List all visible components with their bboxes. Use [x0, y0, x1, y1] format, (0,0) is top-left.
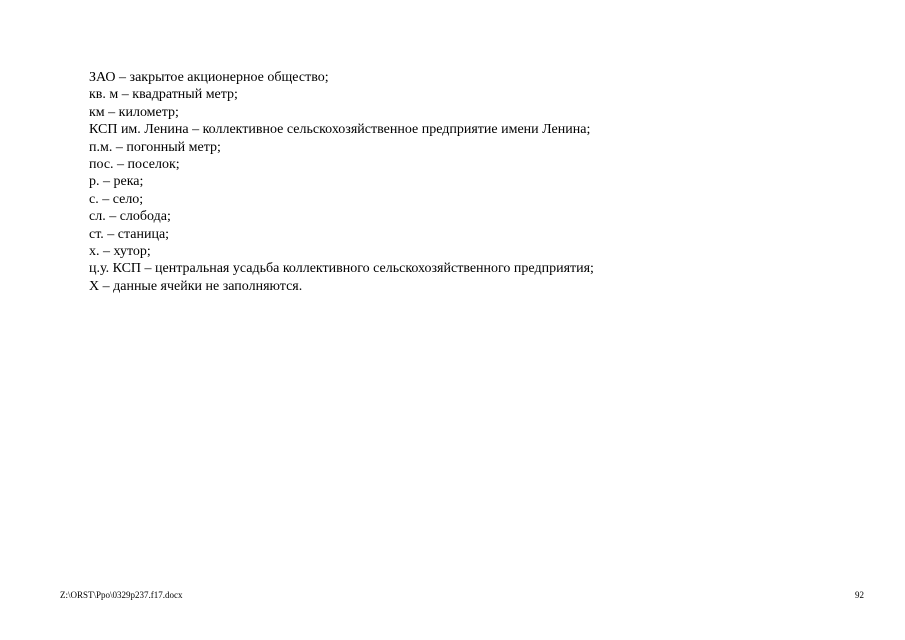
abbreviation-pm: п.м. – погонный метр; — [89, 139, 221, 155]
abbreviation-st: ст. – станица; — [89, 226, 170, 242]
abbreviation-kh: х. – хутор; — [89, 244, 151, 260]
abbreviation-km: км – километр; — [89, 104, 179, 120]
abbreviation-list — [89, 69, 594, 295]
abbreviation-r: р. – река; — [89, 174, 144, 190]
abbreviation-x-note: Х – данные ячейки не заполняются. — [89, 278, 303, 294]
footer-file-path: Z:\ORST\Ppo\0329p237.f17.docx — [60, 590, 183, 600]
abbreviation-sl: сл. – слобода; — [89, 209, 171, 225]
abbreviation-kv-m: кв. м – квадратный метр; — [89, 87, 238, 103]
abbreviation-s: с. – село; — [89, 191, 144, 207]
abbreviation-ksp-lenina: КСП им. Ленина – коллективное сельскохозяйственное предприятие имени Ленина; — [89, 122, 591, 138]
abbreviation-pos: пос. – поселок; — [89, 157, 180, 173]
page-number: 92 — [855, 590, 864, 600]
abbreviation-tsu-ksp: ц.у. КСП – центральная усадьба коллективного сельскохозяйственного предприятия; — [89, 261, 594, 277]
abbreviation-zao: ЗАО – закрытое акционерное общество; — [89, 70, 329, 85]
